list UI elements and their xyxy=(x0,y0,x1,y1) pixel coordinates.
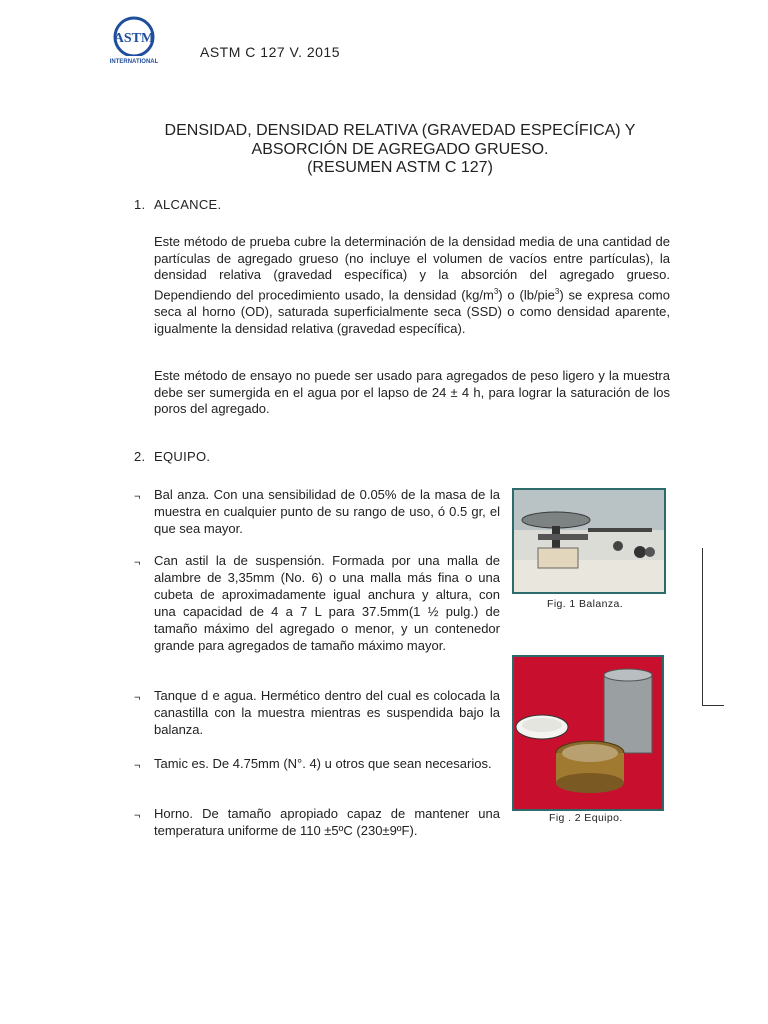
figure-1-caption: Fig. 1 Balanza. xyxy=(547,598,624,610)
bullet-icon: ¬ xyxy=(134,760,141,772)
section-number: 1. xyxy=(134,197,146,212)
section-title: EQUIPO. xyxy=(154,449,211,464)
bullet-icon: ¬ xyxy=(134,692,141,704)
scope-paragraph-2: Este método de ensayo no puede ser usado para agregados de peso ligero y la muestra debe ser sumergida en el agua por el lapso de 24 ± 4 h, para lograr la saturación de los poros del agregado. xyxy=(154,368,670,417)
document-code: ASTM C 127 V. 2015 xyxy=(200,44,341,60)
bullet-icon: ¬ xyxy=(134,557,141,569)
list-item: ¬ Tanque d e agua. Hermético dentro del cual es colocada la canastilla con la muestra mientras es suspendida bajo la balanza. xyxy=(134,688,500,737)
page-title xyxy=(120,122,680,178)
list-item: ¬ Tamic es. De 4.75mm (N°. 4) u otros que sean necesarios. xyxy=(134,755,500,772)
figure-2-caption: Fig . 2 Equipo. xyxy=(549,812,623,824)
section-1-heading xyxy=(134,197,221,212)
list-item: ¬ Bal anza. Con una sensibilidad de 0.05% de la masa de la muestra en cualquier punto de su rango de uso, ó 0.5 gr, el que sea mayor. xyxy=(134,487,500,536)
title-line-2: ABSORCIÓN DE AGREGADO GRUESO. xyxy=(251,140,549,158)
svg-text:ASTM: ASTM xyxy=(113,31,155,46)
logo-text: INTERNATIONAL xyxy=(109,59,159,65)
equipment-photo xyxy=(512,655,664,811)
title-line-1: DENSIDAD, DENSIDAD RELATIVA (GRAVEDAD ESPECÍFICA) Y xyxy=(164,122,636,139)
section-2-heading xyxy=(134,449,210,464)
bullet-icon: ¬ xyxy=(134,491,141,503)
margin-line-horizontal xyxy=(702,705,724,706)
margin-line-vertical xyxy=(702,548,703,706)
scope-paragraph-1: Este método de prueba cubre la determinación de la densidad media de una cantidad de partículas de agregado grueso (no incluye el volumen de vacíos entre partículas), la densidad relativa (gravedad específica) y la absorción del agregado grueso. Dependiendo del procedimiento usado, la densidad $(kg/m^3)$ o (lb/pie$^3$) se expresa como seca al horno (OD), saturada superficialmente seca (SSD) o como densidad aparente, igualmente la densidad relativa (gravedad específica). xyxy=(154,234,670,336)
balance-photo xyxy=(512,488,666,594)
list-item: ¬ Horno. De tamaño apropiado capaz de mantener una temperatura uniforme de 110 ±5ºC (230±9ºF). xyxy=(134,806,500,838)
title-line-3: (RESUMEN ASTM C 127) xyxy=(307,159,493,176)
section-title: ALCANCE. xyxy=(154,197,222,212)
section-number: 2. xyxy=(134,449,146,464)
list-item: ¬ Can astil la de suspensión. Formada por una malla de alambre de 3,35mm (No. 6) o una malla más fina o una cubeta de aproximadamente igual anchura y altura, con una capacidad de 4 a 7 L para 37.5mm(1 ½ pulg.) de tamaño máximo del agregado o menor, y un contenedor grande para agregados de tamaño máximo mayor. xyxy=(134,553,500,653)
bullet-icon: ¬ xyxy=(134,810,141,822)
astm-logo xyxy=(108,16,160,66)
